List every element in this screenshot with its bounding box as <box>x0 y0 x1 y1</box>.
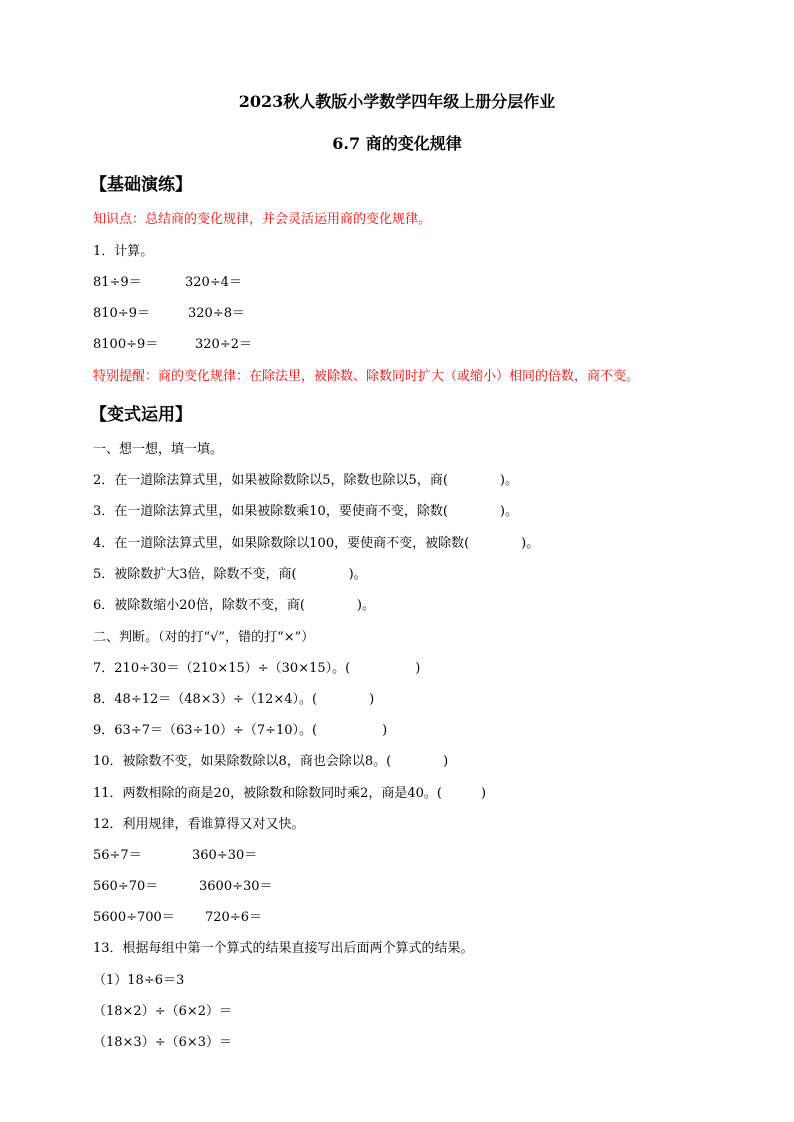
part-1-heading: 一、想一想，填一填。 <box>93 442 224 457</box>
question-2: 2．在一道除法算式里，如果被除数除以5，除数也除以5，商( )。 <box>93 473 518 488</box>
calc-item: 320÷8＝ <box>188 306 245 321</box>
q13-line-3: （18×3）÷（6×3）＝ <box>93 1035 233 1050</box>
calc-item: 720÷6＝ <box>205 910 262 925</box>
calc-item: 8100÷9＝ <box>93 337 159 352</box>
calc-item: 56÷7＝ <box>93 848 142 863</box>
part-2-heading: 二、判断。（对的打“√”，错的打“×”） <box>93 630 315 645</box>
question-7: 7．210÷30＝（210×15）÷（30×15）。( ) <box>93 661 421 676</box>
special-reminder: 特别提醒：商的变化规律：在除法里，被除数、除数同时扩大（或缩小）相同的倍数，商不变。 <box>93 369 640 384</box>
section-variant-heading: 【变式运用】 <box>90 405 192 425</box>
q13-line-2: （18×2）÷（6×2）＝ <box>93 1004 233 1019</box>
section-basic-heading: 【基础演练】 <box>90 175 192 195</box>
question-1: 1．计算。 <box>93 244 154 259</box>
calc-item: 320÷4＝ <box>185 275 242 290</box>
lesson-title: 6.7 商的变化规律 <box>332 134 462 153</box>
q13-line-1: （1）18÷6＝3 <box>93 973 185 988</box>
calc-item: 320÷2＝ <box>195 337 252 352</box>
calc-item: 81÷9＝ <box>93 275 142 290</box>
question-6: 6．被除数缩小20倍，除数不变，商( )。 <box>93 598 375 613</box>
knowledge-point: 知识点：总结商的变化规律，并会灵活运用商的变化规律。 <box>93 212 432 227</box>
question-8: 8．48÷12＝（48×3）÷（12×4）。( ) <box>93 692 375 707</box>
calc-item: 810÷9＝ <box>93 306 150 321</box>
calc-item: 360÷30＝ <box>192 848 258 863</box>
question-5: 5．被除数扩大3倍，除数不变，商( )。 <box>93 567 367 582</box>
question-10: 10．被除数不变，如果除数除以8，商也会除以8。( ) <box>93 754 449 769</box>
calc-item: 5600÷700＝ <box>93 910 175 925</box>
question-4: 4．在一道除法算式里，如果除数除以100，要使商不变，被除数( )。 <box>93 536 540 551</box>
question-11: 11．两数相除的商是20，被除数和除数同时乘2，商是40。( ) <box>93 786 487 801</box>
question-13: 13．根据每组中第一个算式的结果直接写出后面两个算式的结果。 <box>93 941 474 956</box>
question-3: 3．在一道除法算式里，如果被除数乘10，要使商不变，除数( )。 <box>93 504 518 519</box>
calc-item: 3600÷30＝ <box>199 879 273 894</box>
page-title: 2023秋人教版小学数学四年级上册分层作业 <box>238 92 556 111</box>
calc-item: 560÷70＝ <box>93 879 159 894</box>
question-9: 9．63÷7＝（63÷10）÷（7÷10）。( ) <box>93 723 388 738</box>
question-12: 12．利用规律，看谁算得又对又快。 <box>93 817 305 832</box>
